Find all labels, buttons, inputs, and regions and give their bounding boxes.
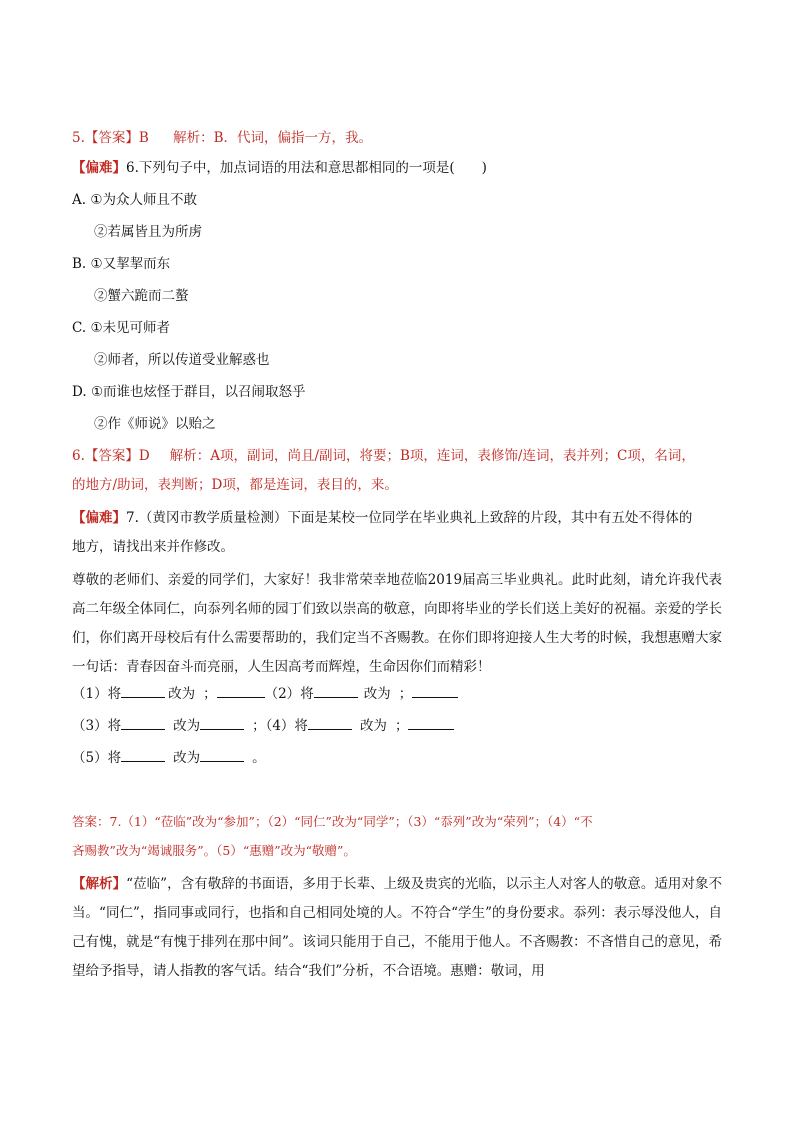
answer-6-line-1: 6.【答案】D 解析：A项，副词，尚且/副词，将要；B项，连词，表修饰/连词，表并列；C项，名词， [72,448,695,464]
option-a-2: ②若属皆且为所虏 [94,224,202,240]
speech-passage: 尊敬的老师们、亲爱的同学们，大家好！我非常荣幸地莅临2019届高三毕业典礼。此时此刻，请允许我代表高二年级全体同仁，向忝列名师的园丁们致以崇高的敬意，向即将毕业的学长们送上美好的祝福。亲爱的学长们，你们离开母校后有什么需要帮助的，我们定当不吝赐教。在你们即将迎接人生大考的时候，我想惠赠大家一句话：青春因奋斗而亮丽，人生因高考而辉煌，生命因你们而精彩！ [72,572,722,675]
question-7-stem-1: 【偏难】7.（黄冈市教学质量检测）下面是某校一位同学在毕业典礼上致辞的片段，其中有五处不得体的 [72,510,693,526]
analysis-7: 【解析】“莅临”，含有敬辞的书面语，多用于长辈、上级及贵宾的光临，以示主人对客人的敬意。适用对象不当。“同仁”，指同事或同行，也指和自己相同处境的人。不符合“学生”的身份要求。忝列：表示辱没他人，自己有愧，就是“有愧于排列在那中间”。该词只能用于自己，不能用于他人。不吝赐教：不吝惜自己的意见，希望给予指导，请人指教的客气话。结合“我们”分析，不合语境。惠赠：敬词，用 [72,876,722,979]
question-7-stem-2: 地方，请找出来并作修改。 [72,539,234,555]
option-c-1: C. ①未见可师者 [72,320,171,336]
option-b-1: B. ①又挈挈而东 [72,256,171,272]
question-6-stem: 【偏难】6.下列句子中，加点词语的用法和意思都相同的一项是( ) [72,160,487,176]
option-d-1: D. ①而谁也炫怪于群目，以召闹取怒乎 [72,384,306,400]
option-a-1: A. ①为众人师且不敢 [72,192,197,208]
option-d-2: ②作《师说》以贻之 [94,416,216,432]
answer-7-line-2: 吝赐教”改为“竭诚服务”。（5）“惠赠”改为“敬赠”。 [72,843,356,858]
fill-row-3: （5）将 改为 。 [72,750,266,766]
option-b-2: ②蟹六跪而二螯 [94,288,189,304]
answer-5: 5.【答案】B 解析：B．代词，偏指一方，我。 [72,130,373,146]
answer-6-line-2: 的地方/助词，表判断；D项，都是连词，表目的，来。 [72,477,398,493]
answer-7-line-1: 答案：7.（1）“莅临”改为“参加”；（2）“同仁”改为“同学”；（3）“忝列”改为“荣列”；（4）“不 [72,814,593,829]
option-c-2: ②师者，所以传道受业解惑也 [94,352,270,368]
fill-row-1: （1）将 改为 ； （2）将 改为 ； [72,684,458,704]
fill-row-2: （3）将 改为 ；（4）将 改为 ； [72,716,454,736]
